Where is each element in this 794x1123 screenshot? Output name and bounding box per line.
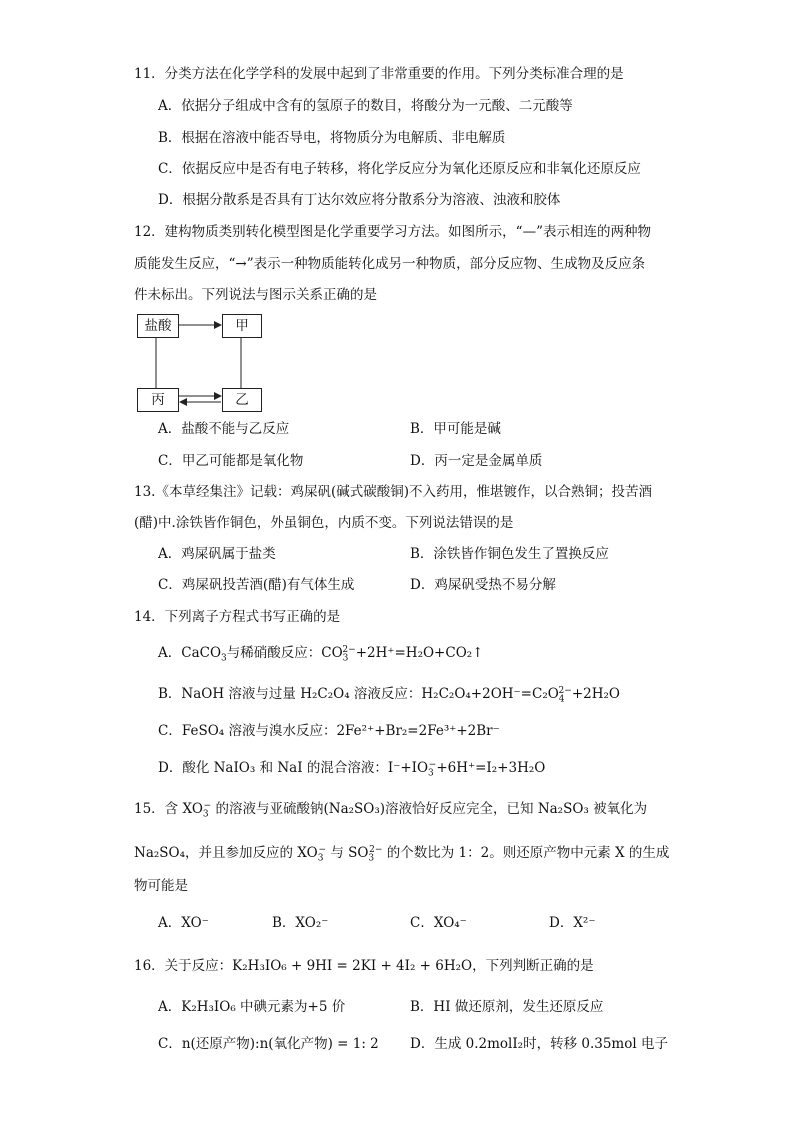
q15-so3-sup: 2−: [369, 844, 383, 855]
q12-option-d[interactable]: D．丙一定是金属单质: [410, 453, 543, 469]
q15-option-d[interactable]: D．X²⁻: [549, 915, 596, 931]
q14-option-d[interactable]: [158, 758, 545, 778]
q12-option-c[interactable]: C．甲乙可能都是氧化物: [158, 453, 304, 469]
q15-stem-line3: 物可能是: [134, 878, 188, 894]
q13-option-c[interactable]: C．鸡屎矾投苦酒(醋)有气体生成: [158, 577, 355, 593]
q16-option-b[interactable]: B．HI 做还原剂，发生还原反应: [410, 999, 604, 1015]
q11-option-a[interactable]: A．依据分子组成中含有的氢原子的数目，将酸分为一元酸、二元酸等: [158, 98, 573, 114]
q16-option-c[interactable]: C．n(还原产物):n(氧化产物) = 1: 2: [158, 1036, 379, 1052]
q15-xo3-sub2: 3: [317, 853, 324, 864]
q16-stem: 16．关于反应：K₂H₃IO₆ + 9HI = 2KI + 4I₂ + 6H₂O，下列判断正确的是: [134, 958, 594, 974]
diagram-box-bing: 丙: [137, 388, 179, 412]
q14-d-sub: 3: [428, 768, 434, 779]
diagram-box-jia: 甲: [222, 314, 262, 338]
q14-b-sup: 2−: [558, 685, 572, 696]
q14-option-b[interactable]: [158, 684, 620, 704]
q16-option-d[interactable]: D．生成 0.2molI₂时，转移 0.35mol 电子: [410, 1036, 668, 1052]
q11-option-d[interactable]: D．根据分散系是否具有丁达尔效应将分散系分为溶液、浊液和胶体: [158, 192, 561, 208]
q11-stem: 11．分类方法在化学学科的发展中起到了非常重要的作用。下列分类标准合理的是: [134, 66, 624, 82]
q13-stem-line2: (醋)中.涂铁皆作铜色，外虽铜色，内质不变。下列说法错误的是: [134, 515, 514, 531]
q12-option-a[interactable]: A．盐酸不能与乙反应: [158, 421, 290, 437]
q14-a-end: +2H⁺=H₂O+CO₂↑: [355, 645, 484, 661]
q12-stem-line3: 件未标出。下列说法与图示关系正确的是: [134, 287, 377, 303]
q14-option-c[interactable]: C．FeSO₄ 溶液与溴水反应：2Fe²⁺+Br₂=2Fe³⁺+2Br⁻: [158, 723, 500, 739]
q14-b-sub: 4: [558, 694, 565, 705]
q15-l1-b: 的溶液与亚硫酸钠(Na₂SO₃)溶液恰好反应完全，已知 Na₂SO₃ 被氧化为: [215, 801, 648, 817]
diagram-box-hcl: 盐酸: [137, 314, 179, 338]
q15-xo3-sub: 3: [202, 809, 209, 820]
q14-d-end: +6H⁺=I₂+3H₂O: [436, 760, 546, 776]
q14-b-label: B．NaOH 溶液与过量 H₂C₂O₄ 溶液反应：H₂C₂O₄+2OH⁻=C₂O: [158, 686, 559, 702]
q14-option-a[interactable]: [158, 643, 483, 663]
q15-option-c[interactable]: C．XO₄⁻: [410, 915, 467, 931]
q14-a-co3-sup: 2−: [342, 644, 356, 655]
q15-so3-sub: 3: [368, 853, 375, 864]
q15-option-b[interactable]: B．XO₂⁻: [272, 915, 329, 931]
q14-stem: 14．下列离子方程式书写正确的是: [134, 609, 341, 625]
q15-option-a[interactable]: A．XO⁻: [158, 915, 209, 931]
q15-stem-line2: [134, 843, 669, 863]
q14-a-label: A．CaCO: [158, 645, 222, 661]
q12-stem-line2: 质能发生反应，“→”表示一种物质能转化成另一种物质，部分反应物、生成物及反应条: [134, 256, 646, 272]
q13-stem-line1: 13.《本草经集注》记载：鸡屎矾(碱式碳酸铜)不入药用，惟堪镀作，以合熟铜；投苦酒: [134, 484, 653, 500]
q14-d-sup: −: [428, 759, 437, 770]
q15-stem-line1: [134, 799, 647, 819]
q15-l2-a: Na₂SO₄，并且参加反应的 XO: [134, 845, 318, 861]
q15-l2-b: 与 SO: [330, 845, 369, 861]
q14-d-label: D．酸化 NaIO₃ 和 NaI 的混合溶液：I⁻+IO: [158, 760, 429, 776]
q15-xo3-sup2: −: [318, 844, 327, 855]
q14-a-sub: 3: [221, 653, 227, 664]
q14-a-co3-sub: 3: [342, 653, 349, 664]
q14-a-mid: 与稀硝酸反应：CO: [226, 645, 343, 661]
q15-l1-a: 15．含 XO: [134, 801, 203, 817]
q13-option-a[interactable]: A．鸡屎矾属于盐类: [158, 546, 276, 562]
diagram-box-yi: 乙: [222, 388, 262, 412]
q16-option-a[interactable]: A．K₂H₃IO₆ 中碘元素为+5 价: [158, 999, 346, 1015]
q13-option-d[interactable]: D．鸡屎矾受热不易分解: [410, 577, 556, 593]
q14-b-end: +2H₂O: [571, 686, 620, 702]
q15-l2-c: 的个数比为 1：2。则还原产物中元素 X 的生成: [386, 845, 670, 861]
q15-xo3-sup: −: [203, 800, 212, 811]
q13-option-b[interactable]: B．涂铁皆作铜色发生了置换反应: [410, 546, 609, 562]
q11-option-b[interactable]: B．根据在溶液中能否导电，将物质分为电解质、非电解质: [158, 130, 506, 146]
q11-option-c[interactable]: C．依据反应中是否有电子转移，将化学反应分为氧化还原反应和非氧化还原反应: [158, 161, 641, 177]
q12-stem-line1: 12．建构物质类别转化模型图是化学重要学习方法。如图所示，“—”表示相连的两种物: [134, 224, 651, 240]
q12-option-b[interactable]: B．甲可能是碱: [410, 421, 501, 437]
